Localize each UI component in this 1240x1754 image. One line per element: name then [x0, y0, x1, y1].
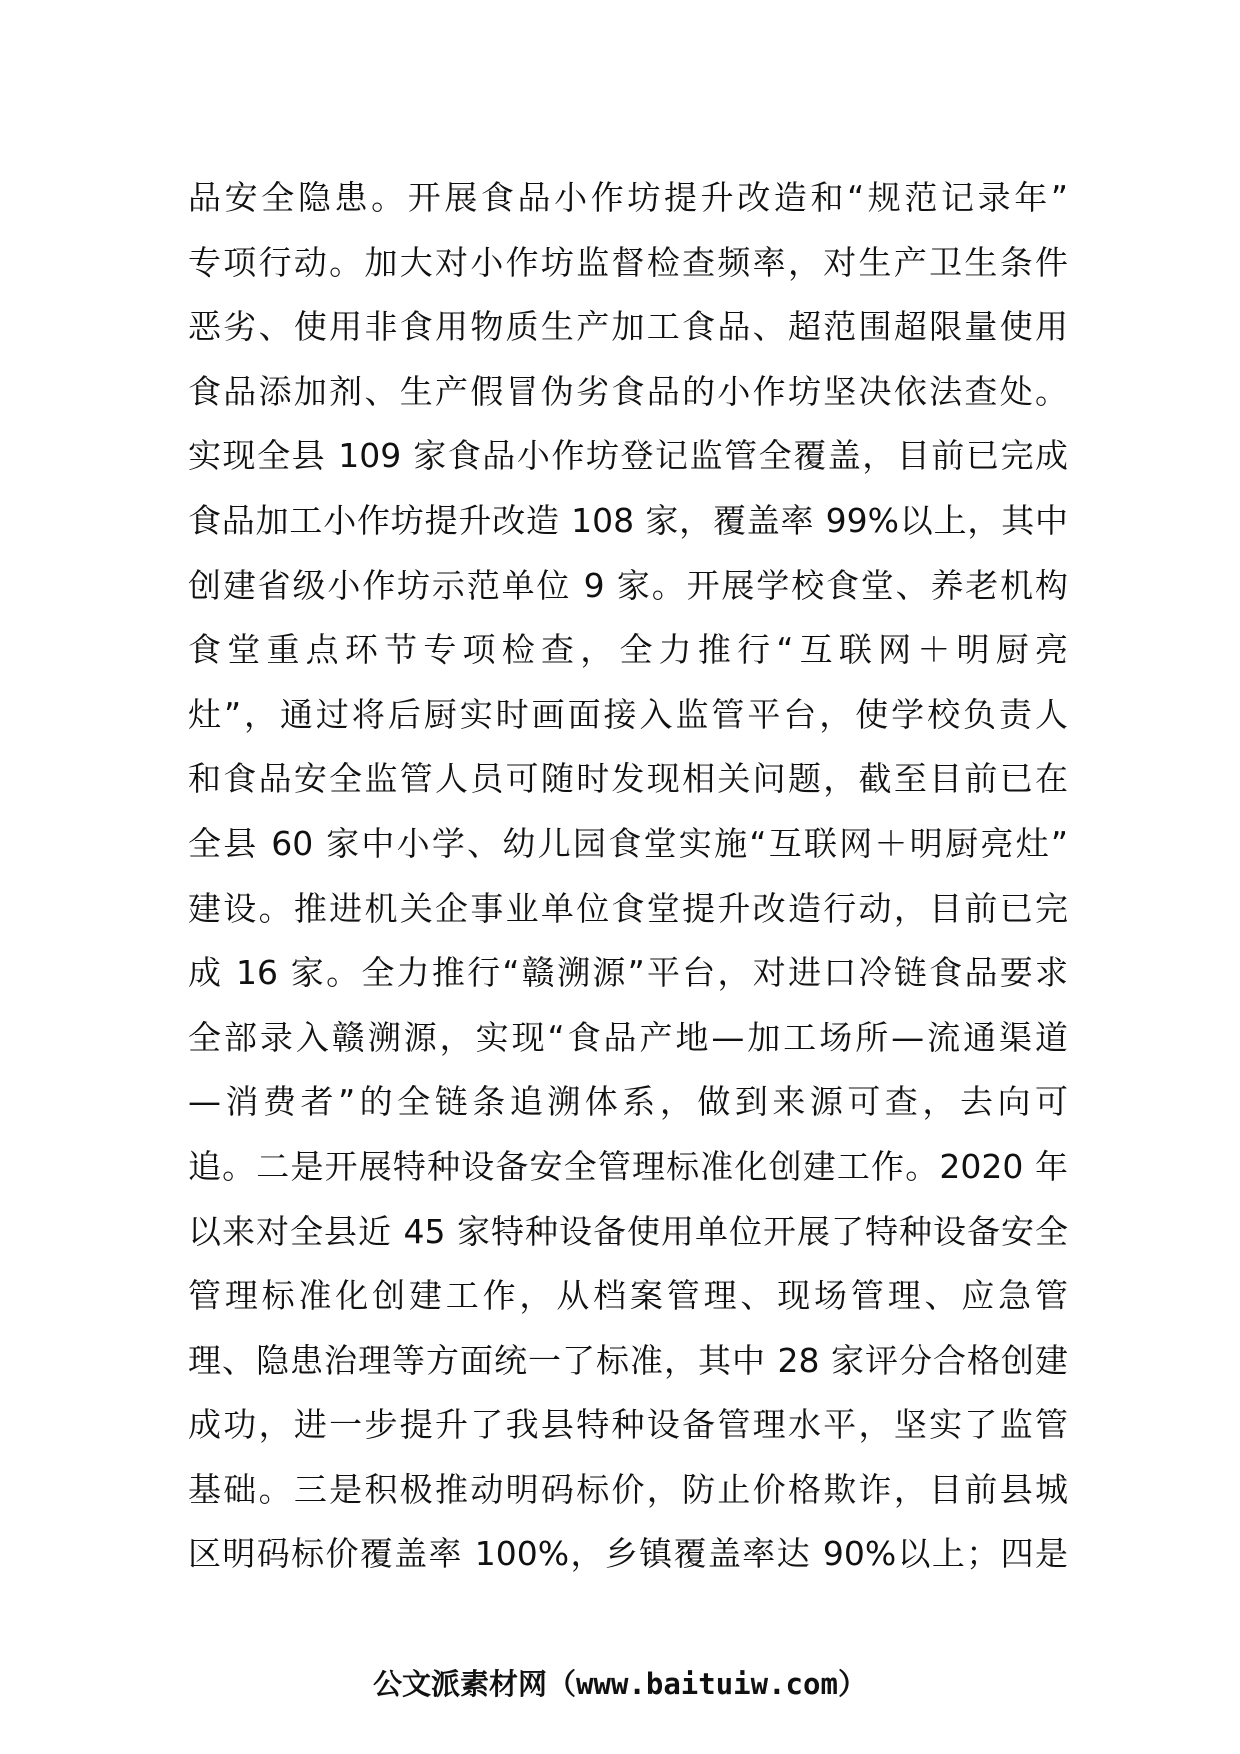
text-line: 食品添加剂、生产假冒伪劣食品的小作坊坚决依法查处。 [188, 371, 1068, 411]
text-line: 基础。三是积极推动明码标价，防止价格欺诈，目前县城 [188, 1469, 1068, 1509]
footer-url-link[interactable]: （www.baituiw.com） [547, 1667, 867, 1701]
text-line: 追。二是开展特种设备安全管理标准化创建工作。2020 年 [188, 1146, 1068, 1186]
text-line: 品安全隐患。开展食品小作坊提升改造和“规范记录年” [188, 178, 1068, 217]
text-line: 建设。推进机关企事业单位食堂提升改造行动，目前已完 [188, 888, 1068, 928]
text-line: 全县 60 家中小学、幼儿园食堂实施“互联网＋明厨亮灶” [188, 823, 1068, 863]
text-line: 成功，进一步提升了我县特种设备管理水平，坚实了监管 [188, 1405, 1068, 1445]
text-line: 实现全县 109 家食品小作坊登记监管全覆盖，目前已完成 [188, 436, 1068, 476]
text-line: 恶劣、使用非食用物质生产加工食品、超范围超限量使用 [188, 307, 1068, 347]
text-line: 专项行动。加大对小作坊监督检查频率，对生产卫生条件 [188, 242, 1068, 282]
text-line: 和食品安全监管人员可随时发现相关问题，截至目前已在 [188, 759, 1068, 799]
text-line: —消费者”的全链条追溯体系，做到来源可查，去向可 [188, 1082, 1068, 1122]
text-line: 管理标准化创建工作，从档案管理、现场管理、应急管 [188, 1276, 1068, 1316]
footer-site-name: 公文派素材网 [373, 1667, 548, 1701]
text-line: 灶”，通过将后厨实时画面接入监管平台，使学校负责人 [188, 694, 1068, 734]
body-paragraph [188, 166, 1068, 1587]
text-line: 区明码标价覆盖率 100%，乡镇覆盖率达 90%以上；四是 [188, 1534, 1068, 1574]
page-footer [0, 1664, 1240, 1704]
text-line: 食品加工小作坊提升改造 108 家，覆盖率 99%以上，其中 [188, 500, 1068, 540]
text-line: 成 16 家。全力推行“赣溯源”平台，对进口冷链食品要求 [188, 953, 1068, 993]
text-line: 创建省级小作坊示范单位 9 家。开展学校食堂、养老机构 [188, 565, 1068, 605]
text-line: 食堂重点环节专项检查，全力推行“互联网＋明厨亮 [188, 630, 1068, 670]
text-line: 全部录入赣溯源，实现“食品产地—加工场所—流通渠道 [188, 1017, 1068, 1057]
text-line: 理、隐患治理等方面统一了标准，其中 28 家评分合格创建 [188, 1340, 1068, 1380]
text-line: 以来对全县近 45 家特种设备使用单位开展了特种设备安全 [188, 1211, 1068, 1251]
